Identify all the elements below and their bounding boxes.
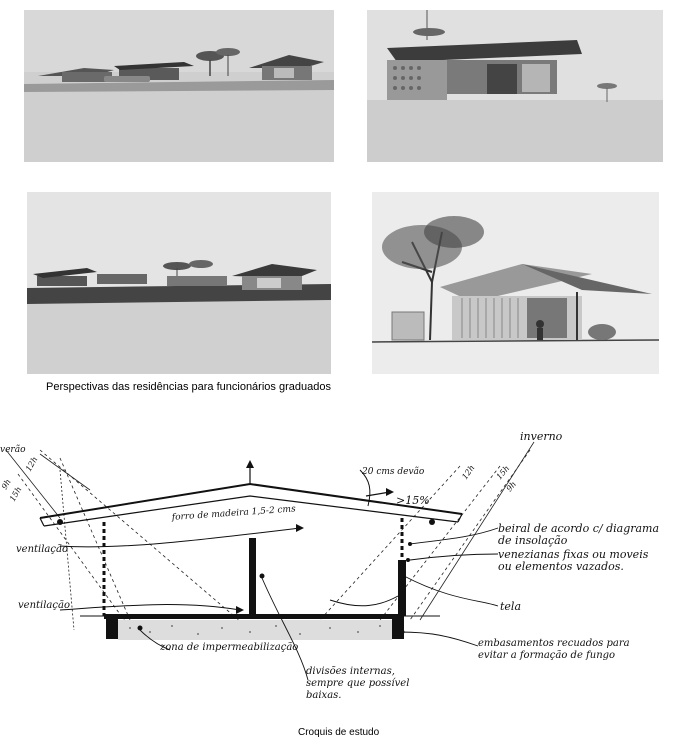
perspective-photo-4 [372,192,659,374]
perspective-photo-2 [367,10,663,162]
label-embasamentos-2: evitar a formação de fungo [478,650,616,661]
sketch-caption: Croquis de estudo [298,727,380,738]
label-9h-right: 9h [504,479,519,494]
label-divisoes-2: sempre que possível [306,678,410,689]
label-9h-left: 9h [0,477,13,491]
study-sketch [0,410,694,720]
label-embasamentos-1: embasamentos recuados para [478,638,630,649]
label-tela: tela [500,600,522,613]
label-15h-left: 15h [7,485,24,503]
label-zona: zona de impermeabilização [160,642,299,653]
label-ventilacao-top: ventilação [16,544,68,555]
perspective-photo-3 [27,192,331,374]
label-divisoes-3: baixas. [306,690,342,701]
perspectives-caption: Perspectivas das residências para funcionários graduados [46,381,331,393]
label-cm-devao: 20 cms devão [362,467,425,477]
label-slope: >15% [396,494,430,507]
label-beiral-2: de insolação [498,534,568,547]
label-venezianas-2: ou elementos vazados. [498,560,624,573]
label-verao: verão [0,445,26,455]
label-12h-left: 12h [23,455,40,473]
label-15h-right: 15h [494,463,512,482]
label-inverno: inverno [520,430,563,443]
label-divisoes-1: divisões internas, [306,666,395,677]
label-ventilacao-mid: ventilação [18,600,70,611]
label-forro: forro de madeira 1,5-2 cms [171,504,297,523]
label-beiral-1: beiral de acordo c/ diagrama [498,522,660,535]
label-venezianas-1: venezianas fixas ou moveis [498,548,649,561]
label-12h-right: 12h [460,463,477,482]
perspective-photo-1 [24,10,334,162]
